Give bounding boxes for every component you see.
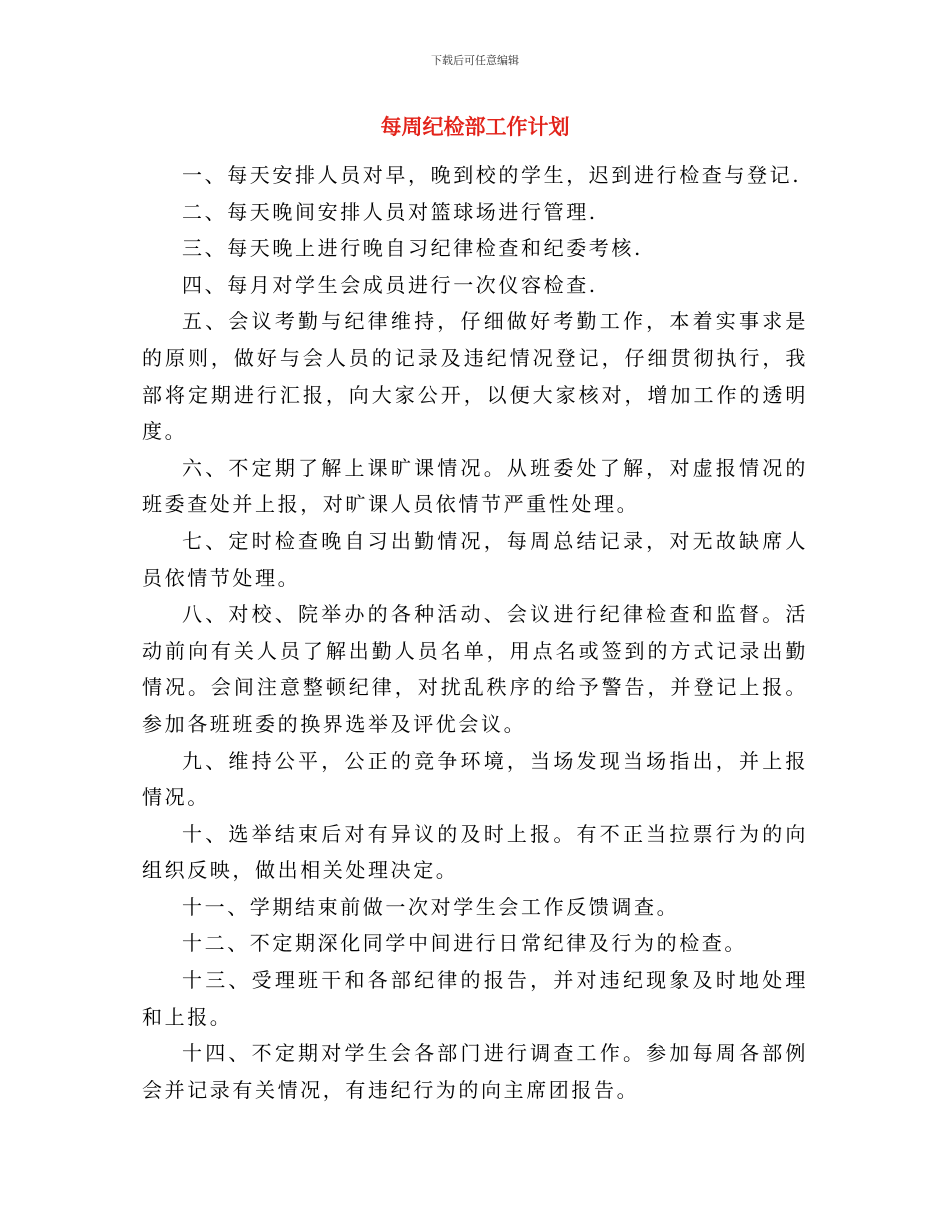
paragraph-6: 六、不定期了解上课旷课情况。从班委处了解，对虚报情况的班委查处并上报，对旷课人员依情节严重性处理。 (142, 455, 808, 517)
paragraph-13: 十三、受理班干和各部纪律的报告，并对违纪现象及时地处理和上报。 (142, 968, 808, 1029)
paragraph-5: 五、会议考勤与纪律维持，仔细做好考勤工作，本着实事求是的原则，做好与会人员的记录及违纪情况登记，仔细贯彻执行，我部将定期进行汇报，向大家公开，以便大家核对，增加工作的透明度。 (142, 309, 808, 444)
paragraph-4: 四、每月对学生会成员进行一次仪容检查. (182, 272, 598, 297)
paragraph-7: 七、定时检查晚自习出勤情况，每周总结记录，对无故缺席人员依情节处理。 (142, 528, 808, 590)
paragraph-3: 三、每天晚上进行晚自习纪律检查和纪委考核. (182, 236, 643, 261)
document-body (142, 157, 808, 1108)
paragraph-11: 十一、学期结束前做一次对学生会工作反馈调查。 (182, 894, 680, 919)
header-note: 下载后可任意编辑 (431, 54, 519, 67)
document-title: 每周纪检部工作计划 (380, 115, 570, 139)
paragraph-8: 八、对校、院举办的各种活动、会议进行纪律检查和监督。活动前向有关人员了解出勤人员名单，用点名或签到的方式记录出勤情况。会间注意整顿纪律，对扰乱秩序的给予警告，并登记上报。参加各班班委的换界选举及评优会议。 (142, 602, 808, 736)
paragraph-14: 十四、不定期对学生会各部门进行调查工作。参加每周各部例会并记录有关情况，有违纪行为的向主席团报告。 (142, 1041, 808, 1102)
paragraph-1: 一、每天安排人员对早，晚到校的学生，迟到进行检查与登记. (182, 163, 802, 187)
paragraph-12: 十二、不定期深化同学中间进行日常纪律及行为的检查。 (182, 931, 747, 956)
paragraph-2: 二、每天晚间安排人员对篮球场进行管理. (182, 199, 598, 224)
paragraph-9: 九、维持公平，公正的竞争环境，当场发现当场指出，并上报情况。 (142, 748, 808, 810)
paragraph-10: 十、选举结束后对有异议的及时上报。有不正当拉票行为的向组织反映，做出相关处理决定。 (142, 821, 808, 883)
